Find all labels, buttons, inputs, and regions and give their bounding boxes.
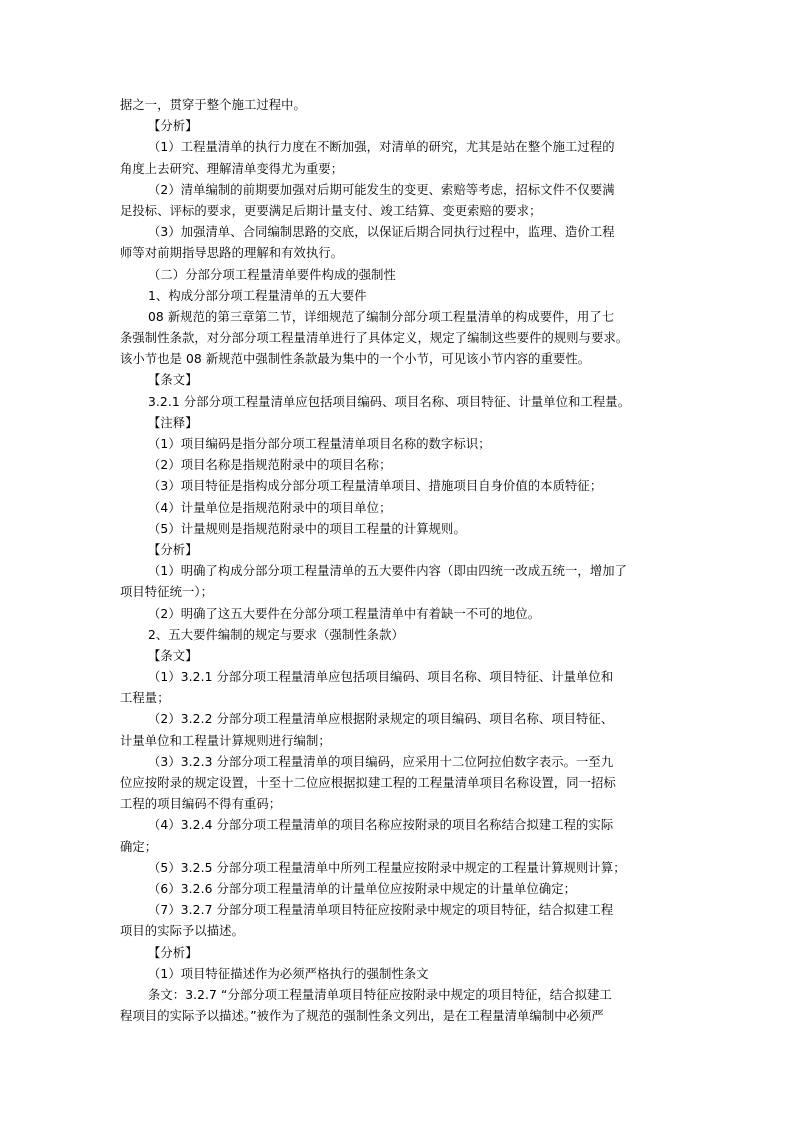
text-line: 工程的项目编码不得有重码； — [120, 797, 282, 812]
text-line: 程项目的实际予以描述。”被作为了规范的强制性条文列出，是在工程量清单编制中必须严 — [120, 1009, 604, 1024]
text-line: （2）明确了这五大要件在分部分项工程量清单中有着缺一不可的地位。 — [148, 606, 541, 621]
text-line: 角度上去研究、理解清单变得尤为重要； — [120, 161, 344, 176]
text-line: 项目特征统一）； — [120, 585, 214, 600]
document-body — [120, 95, 680, 1027]
text-line: （1）项目特征描述作为必须严格执行的强制性条文 — [148, 966, 429, 981]
text-line: 条强制性条款，对分部分项工程量清单进行了具体定义，规定了编制这些要件的规则与要求。 — [120, 331, 629, 346]
text-line: （2）清单编制的前期要加强对后期可能发生的变更、索赔等考虑，招标文件不仅要满 — [148, 182, 615, 197]
text-line: （3）加强清单、合同编制思路的交底，以保证后期合同执行过程中，监理、造价工程 — [148, 225, 615, 240]
text-line: 足投标、评标的要求，更要满足后期计量支付、竣工结算、变更索赔的要求； — [120, 203, 542, 218]
text-line: （1）工程量清单的执行力度在不断加强，对清单的研究，尤其是站在整个施工过程的 — [148, 140, 615, 155]
text-line: 条文：3.2.7 “分部分项工程量清单项目特征应按附录中规定的项目特征，结合拟建工 — [148, 987, 612, 1002]
text-line: （1）项目编码是指分部分项工程量清单项目名称的数字标识； — [148, 437, 491, 451]
text-line: （3）项目特征是指构成分部分项工程量清单项目、措施项目自身价值的本质特征； — [148, 479, 603, 494]
text-line: 【分析】 — [148, 119, 198, 134]
text-line: （5）3.2.5 分部分项工程量清单中所列工程量应按附录中规定的工程量计算规则计算； — [148, 860, 626, 875]
text-line: 师等对前期指导思路的理解和有效执行。 — [120, 246, 344, 261]
text-line: 【注释】 — [148, 415, 198, 430]
text-line: （4）计量单位是指规范附录中的项目单位； — [148, 500, 392, 515]
text-line: 3.2.1 分部分项工程量清单应包括项目编码、项目名称、项目特征、计量单位和工程量。 — [148, 394, 631, 409]
text-line: 据之一，贯穿于整个施工过程中。 — [120, 98, 306, 112]
text-line: 2、五大要件编制的规定与要求（强制性条款） — [148, 627, 404, 642]
text-line: （4）3.2.4 分部分项工程量清单的项目名称应按附录的项目名称结合拟建工程的实际 — [148, 818, 614, 833]
text-line: 【条文】 — [148, 648, 198, 663]
text-line: 计量单位和工程量计算规则进行编制； — [120, 733, 331, 748]
text-line: （7）3.2.7 分部分项工程量清单项目特征应按附录中规定的项目特征，结合拟建工程 — [148, 903, 614, 918]
text-line: （二）分部分项工程量清单要件构成的强制性 — [148, 267, 396, 282]
text-line: （6）3.2.6 分部分项工程量清单的计量单位应按附录中规定的计量单位确定； — [148, 881, 577, 896]
text-line: 【条文】 — [148, 373, 198, 388]
text-line: （1）3.2.1 分部分项工程量清单应包括项目编码、项目名称、项目特征、计量单位和 — [148, 670, 614, 685]
text-line: 位应按附录的规定设置，十至十二位应根据拟建工程的工程量清单项目名称设置，同一招标 — [120, 776, 616, 790]
text-line: 确定； — [120, 839, 158, 854]
text-line: （1）明确了构成分部分项工程量清单的五大要件内容（即由四统一改成五统一，增加了 — [148, 564, 628, 579]
text-line: 【分析】 — [148, 542, 198, 557]
document-page — [120, 95, 680, 1027]
text-line: 工程量； — [120, 691, 170, 706]
text-line: （5）计量规则是指规范附录中的项目工程量的计算规则。 — [148, 521, 466, 536]
text-line: 该小节也是 08 新规范中强制性条款最为集中的一个小节，可见该小节内容的重要性。 — [120, 352, 591, 367]
text-line: 项目的实际予以描述。 — [120, 924, 244, 939]
text-line: （2）3.2.2 分部分项工程量清单应根据附录规定的项目编码、项目名称、项目特征、 — [148, 712, 614, 727]
text-line: （3）3.2.3 分部分项工程量清单的项目编码，应采用十二位阿拉伯数字表示。一至九 — [148, 754, 614, 769]
text-line: 1、构成分部分项工程量清单的五大要件 — [148, 288, 367, 303]
text-line: （2）项目名称是指规范附录中的项目名称； — [148, 458, 392, 473]
text-line: 08 新规范的第三章第二节，详细规范了编制分部分项工程量清单的构成要件，用了七 — [148, 309, 615, 324]
text-line: 【分析】 — [148, 945, 198, 960]
